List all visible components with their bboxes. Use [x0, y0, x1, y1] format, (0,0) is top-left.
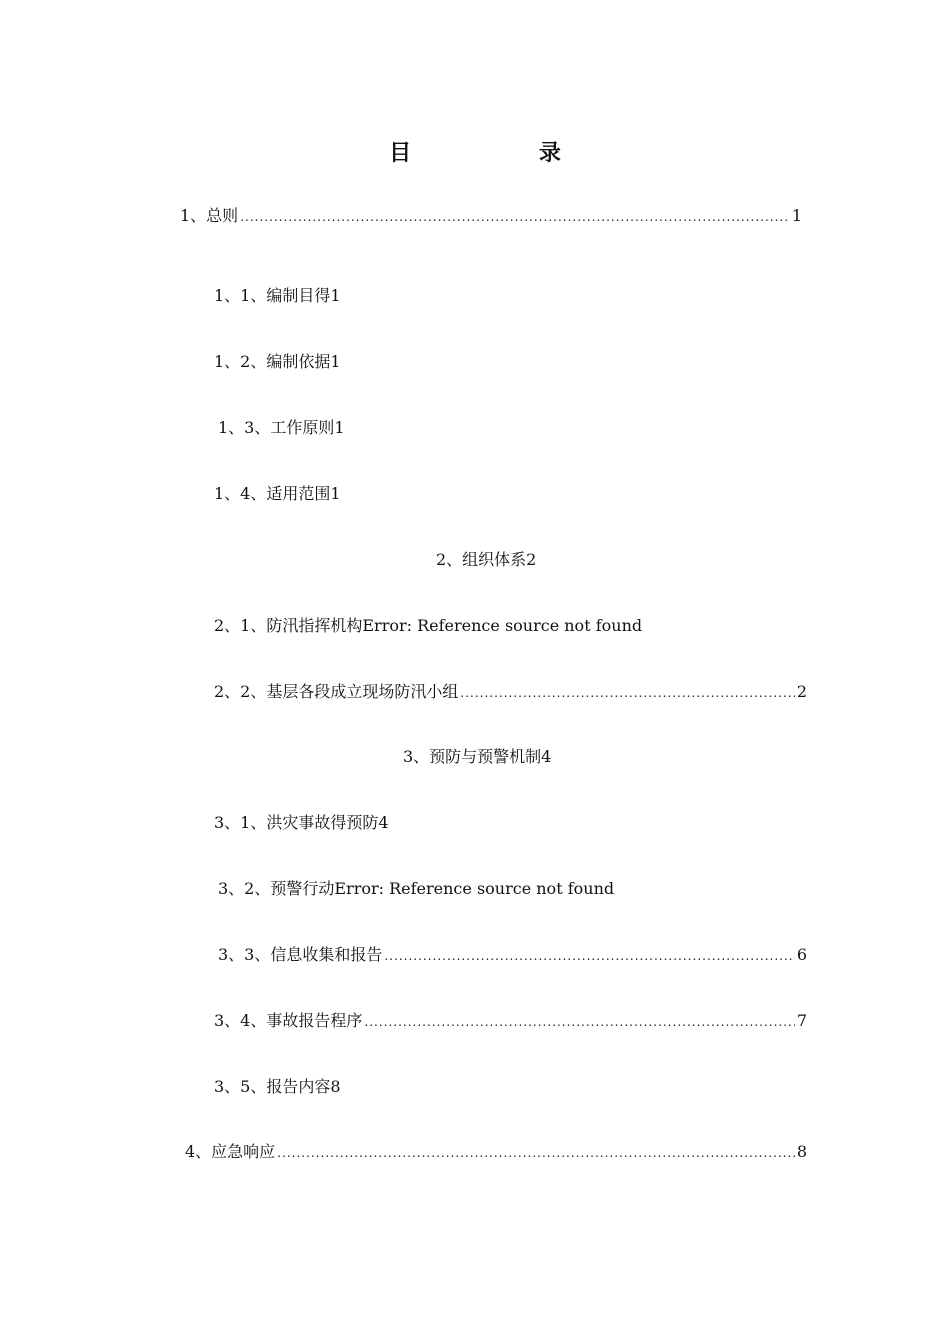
toc-page-number: 2 — [796, 682, 807, 701]
page-title: 目 录 — [389, 140, 621, 166]
toc-entry-text: 3、1、洪灾事故得预防4 — [214, 813, 389, 832]
toc-entry-3-3[interactable] — [218, 944, 807, 967]
toc-entry-text: 3、3、信息收集和报告 — [218, 945, 383, 964]
toc-entry-text: 1、4、适用范围1 — [214, 484, 341, 503]
toc-entry-text: 1、3、工作原则1 — [218, 418, 345, 437]
toc-leader-dots — [364, 1011, 794, 1033]
toc-page-number: 1 — [791, 206, 802, 225]
toc-entry-1-2[interactable] — [214, 351, 341, 373]
toc-entry-3-1[interactable] — [214, 812, 389, 834]
toc-entry-text: 4、应急响应 — [185, 1142, 276, 1161]
toc-entry-1[interactable] — [180, 205, 802, 228]
toc-entry-3-5[interactable] — [214, 1076, 341, 1098]
toc-page-number: 8 — [796, 1142, 807, 1161]
toc-leader-dots — [277, 1142, 795, 1164]
toc-entry-text: 3、5、报告内容8 — [214, 1077, 341, 1096]
toc-entry-3[interactable] — [403, 746, 551, 768]
toc-entry-text: 1、1、编制目得1 — [214, 286, 341, 305]
toc-entry-1-1[interactable] — [214, 285, 341, 307]
toc-entry-2[interactable] — [436, 549, 536, 571]
toc-page-number: 7 — [796, 1011, 807, 1030]
toc-entry-3-2[interactable] — [218, 878, 614, 900]
toc-entry-2-1[interactable] — [214, 615, 642, 637]
toc-entry-text: 2、组织体系2 — [436, 550, 537, 569]
toc-page-number: 6 — [796, 945, 807, 964]
toc-leader-dots — [384, 945, 794, 967]
toc-entry-2-2[interactable] — [214, 681, 807, 704]
toc-leader-dots — [240, 206, 790, 228]
toc-entry-text: 2、1、防汛指挥机构Error: Reference source not found — [214, 616, 643, 635]
toc-entry-text: 3、4、事故报告程序 — [214, 1011, 363, 1030]
toc-leader-dots — [460, 682, 794, 704]
toc-entry-text: 3、2、预警行动Error: Reference source not found — [218, 879, 615, 898]
toc-entry-3-4[interactable] — [214, 1010, 807, 1033]
toc-entry-text: 1、总则 — [180, 206, 239, 225]
toc-entry-text: 3、预防与预警机制4 — [403, 747, 552, 766]
toc-entry-4[interactable] — [185, 1141, 807, 1164]
toc-entry-text: 2、2、基层各段成立现场防汛小组 — [214, 682, 459, 701]
toc-entry-1-4[interactable] — [214, 483, 341, 505]
toc-entry-text: 1、2、编制依据1 — [214, 352, 341, 371]
toc-entry-1-3[interactable] — [218, 417, 345, 439]
